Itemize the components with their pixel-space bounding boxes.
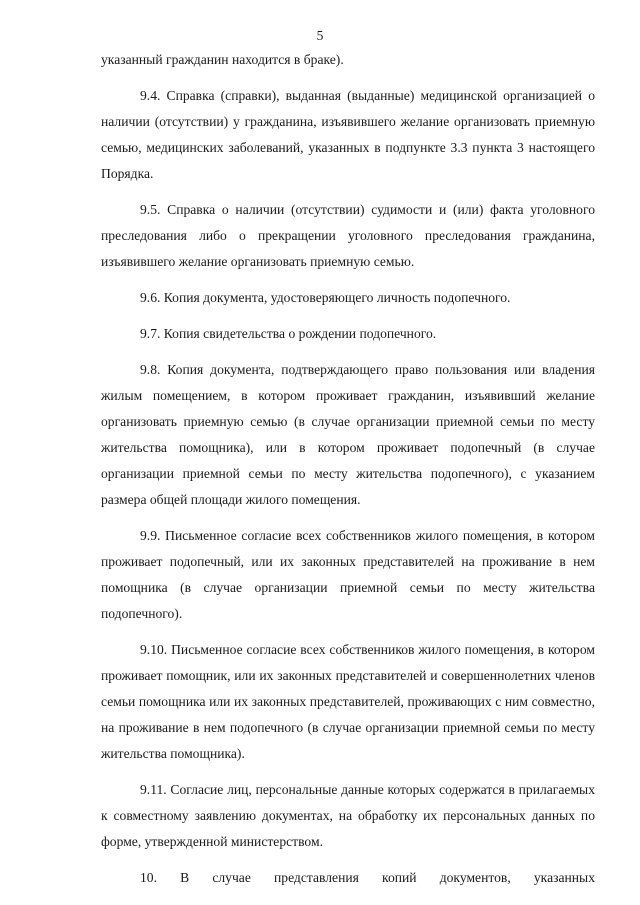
paragraph-9-4: 9.4. Справка (справки), выданная (выданные) медицинской организацией о наличии (отсутствии) у гражданина, изъявившего желание организовать приемную семью, медицинских заболеваний, указанных в подпункте 3.3 пункта 3 настоящего Порядка. xyxy=(101,88,595,181)
paragraph-9-8: 9.8. Копия документа, подтверждающего право пользования или владения жилым помещением, в котором проживает гражданин, изъявивший желание организовать приемную семью (в случае организации приемной семьи по месту жительства помощника), или в котором проживает подопечный (в случае организации приемной семьи по месту жительства подопечного), с указанием размера общей площади жилого помещения. xyxy=(101,362,595,507)
paragraph-9-7: 9.7. Копия свидетельства о рождении подопечного. xyxy=(140,326,437,341)
paragraph-continuation: указанный гражданин находится в браке). xyxy=(101,52,344,67)
paragraph-9-10: 9.10. Письменное согласие всех собственников жилого помещения, в котором проживает помощник, или их законных представителей и совершеннолетних членов семьи помощника или их законных представителей, проживающих с ним совместно, на проживание в нем подопечного (в случае организации приемной семьи по месту жительства помощника). xyxy=(101,642,595,761)
paragraph-9-5: 9.5. Справка о наличии (отсутствии) судимости и (или) факта уголовного преследования либо о прекращении уголовного преследования гражданина, изъявившего желание организовать приемную семью. xyxy=(101,202,595,269)
paragraph-9-9: 9.9. Письменное согласие всех собственников жилого помещения, в котором проживает подопечный, или их законных представителей на проживание в нем помощника (в случае организации приемной семьи по месту жительства подопечного). xyxy=(101,528,595,621)
document-body xyxy=(101,47,595,891)
paragraph-9-11: 9.11. Согласие лиц, персональные данные которых содержатся в прилагаемых к совместному заявлению документах, на обработку их персональных данных по форме, утвержденной министерством. xyxy=(101,782,595,849)
paragraph-9-6: 9.6. Копия документа, удостоверяющего личность подопечного. xyxy=(140,290,511,305)
paragraph-10: 10. В случае представления копий документов, указанных xyxy=(140,870,595,885)
page-number: 5 xyxy=(316,28,324,43)
